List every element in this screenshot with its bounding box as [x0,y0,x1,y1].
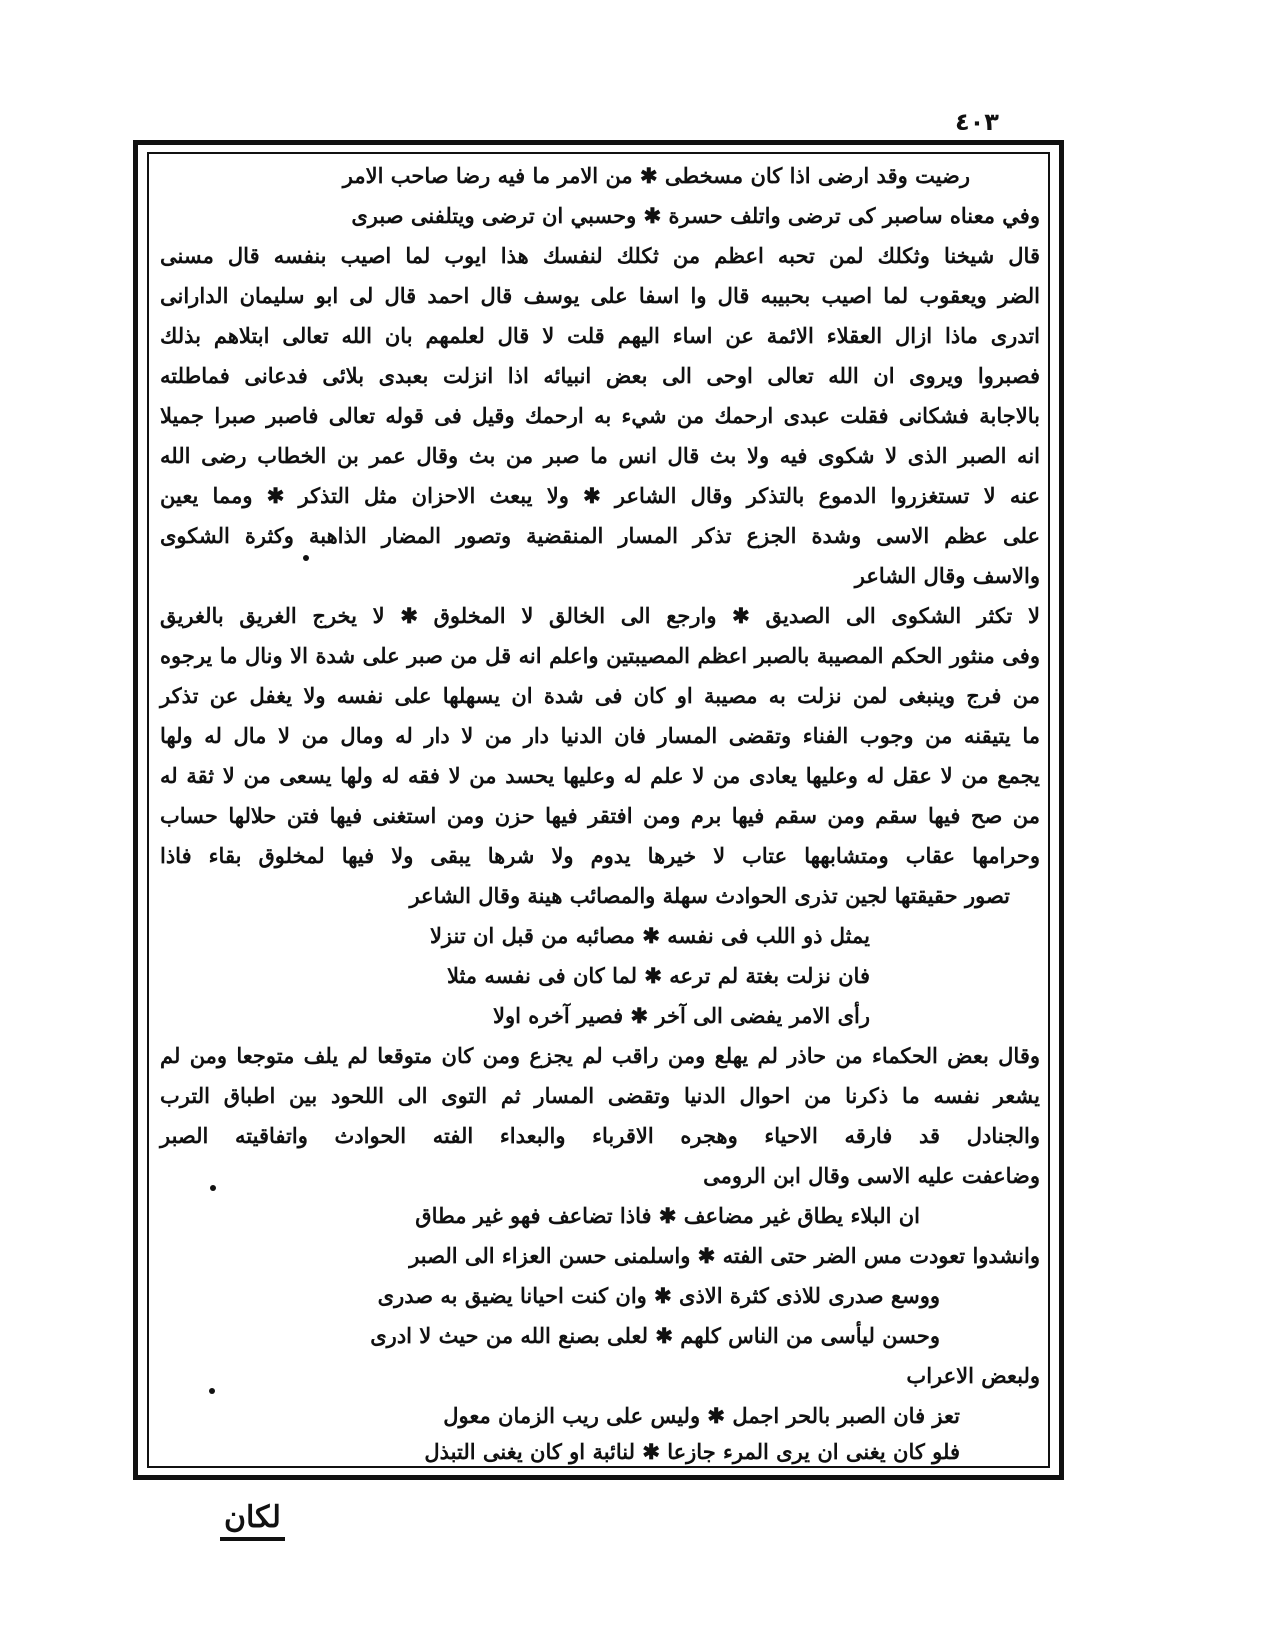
text-line: فصبروا ويروى ان الله تعالى اوحى الى بعض انبيائه اذا انزلت بعبدى بلائى فدعانى فماطلته [160,363,1040,388]
text-line: والجنادل قد فارقه الاحياء وهجره الاقرباء والبعداء الفته الحوادث واتفاقيته الصبر [160,1123,1041,1148]
text-line: وقال بعض الحكماء من حاذر لم يهلع ومن راقب لم يجزع ومن كان متوقعا لم يلف متوجعا ومن لم [160,1043,1040,1068]
text-line: بالاجابة فشكانى فقلت عبدى ارحمك من شيء به ارحمك وقيل فى قوله تعالى فاصبر صبرا جميلا [160,403,1040,428]
text-line: قال شيخنا وثكلك لمن تحبه اعظم من ثكلك لنفسك هذا ايوب لما اصيب بنفسه قال مسنى [160,243,1040,268]
verse-line: ووسع صدرى للاذى كثرة الاذى ✱ وان كنت احيانا يضيق به صدرى [377,1283,940,1308]
ink-speck [209,1388,215,1394]
verse-line: وانشدوا تعودت مس الضر حتى الفته ✱ واسلمنى حسن العزاء الى الصبر [409,1243,1040,1268]
text-line: الضر ويعقوب لما اصيب بحبيبه قال وا اسفا على يوسف قال احمد قال لى ابو سليمان الدارانى [160,283,1040,308]
text-line: عنه لا تستغزروا الدموع بالتذكر وقال الشاعر ✱ ولا يبعث الاحزان مثل التذكر ✱ ومما يعين [160,483,1040,508]
text-line: وضاعفت عليه الاسى وقال ابن الرومى [703,1163,1040,1188]
section-heading: ولبعض الاعراب [906,1363,1040,1388]
verse-line: تعز فان الصبر بالحر اجمل ✱ وليس على ريب الزمان معول [443,1403,960,1428]
page-text [160,160,1041,1464]
text-line: من فرج وينبغى لمن نزلت به مصيبة او كان فى شدة ان يسهلها على نفسه ولا يغفل عن تذكر [160,683,1040,708]
text-line: يجمع من لا عقل له وعليها يعادى من لا علم له وعليها يحسد من لا فقه له ولها يسعى من لا ثقة له [160,763,1040,788]
text-line: انه الصبر الذى لا شكوى فيه ولا بث قال انس ما صبر من بث وقال عمر بن الخطاب رضى الله [160,443,1040,468]
ink-speck [303,555,309,561]
verse-line: وحسن ليأسى من الناس كلهم ✱ لعلى بصنع الله من حيث لا ادرى [370,1323,940,1348]
verse-line: يمثل ذو اللب فى نفسه ✱ مصائبه من قبل ان تنزلا [429,923,870,948]
text-line: ما يتيقنه من وجوب الفناء وتقضى المسار فان الدنيا دار من لا دار له ومال من لا مال له ولها [160,723,1040,748]
ink-speck [210,1185,216,1191]
page-number: ٤٠٣ [955,108,999,136]
verse-line: فان نزلت بغتة لم ترعه ✱ لما كان فى نفسه مثلا [446,963,870,988]
text-line: وحرامها عقاب ومتشابهها عتاب لا خيرها يدوم ولا شرها يبقى ولا فيها لمخلوق بقاء فاذا [160,843,1040,868]
text-line: من صح فيها سقم ومن سقم فيها برم ومن افتقر فيها حزن ومن استغنى فيها فتن حلالها حساب [160,803,1040,828]
text-line: اتدرى ماذا ازال العقلاء الائمة عن اساء اليهم قلت لا قال لعلمهم بان الله تعالى ابتلاهم بذلك [160,323,1040,348]
text-line: تصور حقيقتها لجين تذرى الحوادث سهلة والمصائب هينة وقال الشاعر [409,883,1010,908]
text-line: وفى منثور الحكم المصيبة بالصبر اعظم المصيبتين واعلم انه قل من صبر على شدة الا ونال ما يرجوه [160,643,1040,668]
text-line: لا تكثر الشكوى الى الصديق ✱ وارجع الى الخالق لا المخلوق ✱ لا يخرج الغريق بالغريق [160,603,1040,628]
verse-line: رأى الامر يفضى الى آخر ✱ فصير آخره اولا [493,1003,870,1028]
text-line: رضيت وقد ارضى اذا كان مسخطى ✱ من الامر ما فيه رضا صاحب الامر [342,163,970,188]
verse-line: ان البلاء يطاق غير مضاعف ✱ فاذا تضاعف فهو غير مطاق [415,1203,920,1228]
text-line: والاسف وقال الشاعر [854,563,1040,588]
text-line: على عظم الاسى وشدة الجزع تذكر المسار المنقضية وتصور المضار الذاهبة وكثرة الشكوى [160,523,1040,548]
text-line: يشعر نفسه ما ذكرنا من احوال الدنيا وتقضى المسار ثم التوى الى اللحود بين اطباق الترب [160,1083,1040,1108]
verse-line: فلو كان يغنى ان يرى المرء جازعا ✱ لنائبة او كان يغنى التبذل [424,1439,960,1464]
text-line: وفي معناه ساصبر كى ترضى واتلف حسرة ✱ وحسبي ان ترضى ويتلفنى صبرى [351,203,1040,228]
catchword: لكان [220,1500,285,1541]
